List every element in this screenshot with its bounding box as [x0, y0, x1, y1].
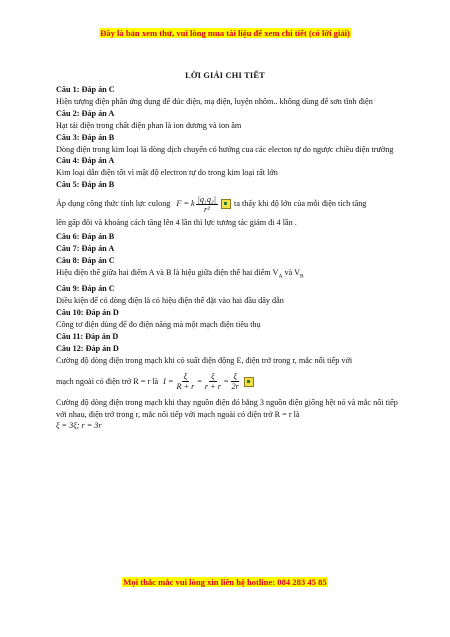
answer-heading-12: Câu 12: Đáp án D: [56, 343, 119, 353]
answer-text-8: Hiệu điện thế giữa hai điểm A và B là hiệu giữa điện thế hai điểm $V_A$ và $V_B$: [56, 267, 304, 280]
answer-heading-10: Câu 10: Đáp án D: [56, 308, 119, 318]
coulomb-formula-lhs: F = k: [176, 199, 195, 209]
hotline-footer: [0, 577, 450, 587]
answer-text-1: Hiện tượng điện phân ứng dụng để đúc điện, mạ điện, luyện nhôm.. không dùng để sơn tĩnh điện: [56, 96, 373, 106]
answer-heading-3: Câu 3: Đáp án B: [56, 132, 115, 142]
answer-text-3: Dòng điện trong kim loại là dòng dịch chuyển có hướng cua các electon tự do ngược chiều điện trường: [56, 144, 394, 154]
answer-text-12b: mạch ngoài có điện trở R = r là: [56, 376, 159, 386]
current-fraction-1: $\frac{\xi}{R + r}$: [176, 372, 195, 392]
coulomb-fraction: [196, 195, 218, 214]
answer-text-12c: Cường độ dòng điện trong mạch khi thay nguồn điện đó bằng 3 nguồn điện giống hệt nó và mắc nối tiếp với nhau, điện trở trong r, mắc nối tiếp với mạch ngoài có điện trở R = r là: [56, 397, 398, 419]
answer-text-5c: lên gấp đôi và khoảng cách tăng lên 4 lần thì lực tương tác giảm đi 4 lần .: [56, 218, 297, 228]
preview-banner-text: Đây là bản xem thử, vui lòng mua tài liệu để xem chi tiết (có lời giải): [100, 28, 350, 38]
answer-heading-2: Câu 2: Đáp án A: [56, 108, 115, 118]
solution-content: [56, 84, 400, 432]
current-fraction-2: $\frac{\xi}{r + r}$: [204, 372, 221, 392]
answer-text-5b: ta thấy khi độ lớn của mỗi điện tích tăng: [234, 199, 367, 209]
current-formula-lhs: I =: [163, 376, 174, 386]
answer-text-4: Kim loại dẫn điện tốt vì mật độ electron tự do trong kim loại rất lớn: [56, 168, 278, 178]
equals-sign-2: =: [223, 376, 229, 386]
answer-text-12d: ξ = 3ξ; r = 3r: [56, 421, 102, 431]
formula-image-icon: [244, 377, 254, 387]
answer-text-2: Hạt tải điện trong chất điện phan là ion dương và ion âm: [56, 120, 242, 130]
answer-heading-5: Câu 5: Đáp án B: [56, 180, 115, 190]
answer-text-12a: Cường độ dòng điện trong mạch khi có suất điện động E, điện trở trong r, mắc nối tiếp với: [56, 355, 353, 365]
current-formula-line: [56, 367, 400, 397]
current-fraction-3: $\frac{\xi}{2r}$: [231, 372, 239, 392]
equals-sign-1: =: [197, 376, 202, 386]
hotline-text: Mọi thắc mắc vui lòng xin liên hệ hotline: 084 283 45 85: [123, 577, 327, 587]
answer-text-10: Công tơ điện dùng để đo điện năng mà một mạch điện tiêu thụ: [56, 320, 261, 330]
answer-heading-4: Câu 4: Đáp án A: [56, 156, 115, 166]
answer-heading-6: Câu 6: Đáp án B: [56, 232, 115, 242]
page-title: LỜI GIẢI CHI TIẾT: [185, 71, 265, 80]
coulomb-numerator: |q₁q₂|: [197, 194, 217, 204]
answer-heading-8: Câu 8: Đáp án C: [56, 255, 115, 265]
answer-heading-7: Câu 7: Đáp án A: [56, 243, 115, 253]
answer-text-5a: Áp dụng công thức tính lực culong: [56, 199, 171, 209]
answer-heading-11: Câu 11: Đáp án D: [56, 331, 119, 341]
preview-banner: [0, 27, 450, 39]
answer-heading-1: Câu 1: Đáp án C: [56, 85, 115, 94]
coulomb-formula-line: [56, 191, 400, 217]
answer-text-9: Điều kiện để có dòng điện là có hiệu điện thế đặt vào hai đầu dây dẫn: [56, 296, 284, 306]
answer-heading-9: Câu 9: Đáp án C: [56, 284, 115, 294]
formula-image-icon: [221, 199, 231, 209]
coulomb-denominator: r²: [204, 204, 210, 214]
